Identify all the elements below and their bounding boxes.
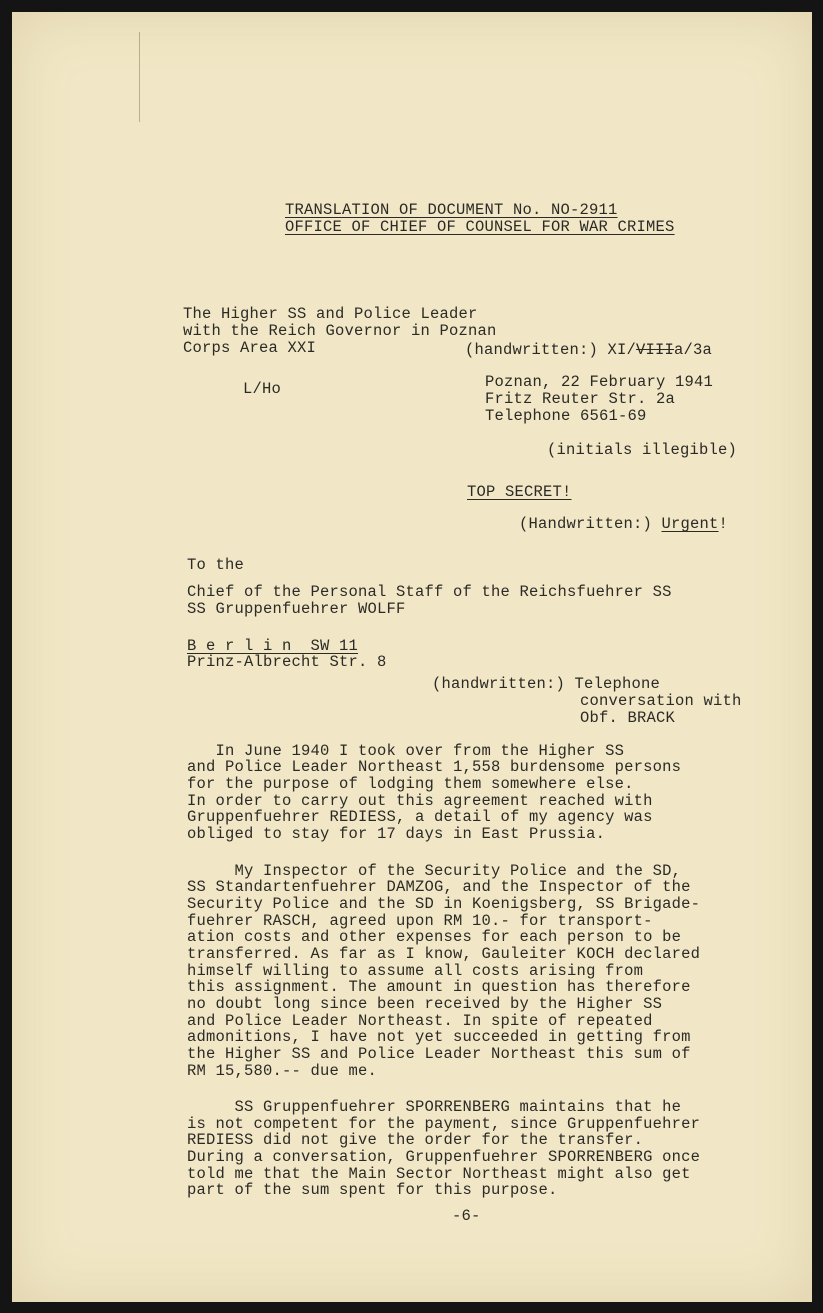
document-number: 2911: [579, 201, 618, 219]
address-street: Fritz Reuter Str. 2a: [485, 390, 676, 408]
recipient-street: Prinz-Albrecht Str. 8: [187, 653, 387, 671]
phone-note-line-2: conversation with: [580, 692, 742, 710]
recipient-city: B e r l i n SW 11: [187, 637, 359, 655]
phone-note-line-1: (handwritten:) Telephone: [432, 675, 661, 693]
sender-line-3: Corps Area XXI: [183, 339, 317, 357]
file-reference: (handwritten:) XI/VIIIa/3a: [465, 341, 713, 359]
place-date: Poznan, 22 February 1941: [485, 373, 714, 391]
urgency-note: (Handwritten:) Urgent!: [519, 515, 729, 533]
sender-reference: L/Ho: [243, 380, 282, 398]
sender-line-1: The Higher SS and Police Leader: [183, 305, 478, 323]
recipient-to: To the: [187, 556, 245, 574]
recipient-line-2: SS Gruppenfuehrer WOLFF: [187, 600, 406, 618]
page-number: -6-: [452, 1207, 481, 1225]
classification-stamp: TOP SECRET!: [467, 483, 572, 501]
header-line-2: OFFICE OF CHIEF OF COUNSEL FOR WAR CRIMES: [285, 218, 675, 236]
paper-fold: [139, 32, 140, 122]
document-page: TRANSLATION OF DOCUMENT No. NO-2911 OFFICE OF CHIEF OF COUNSEL FOR WAR CRIMES The Higher SS and Police Leader with the Reich Governor in Poznan Corps Area XXI (handwritten:) XI/VIIIa/3a L/Ho Poznan, 22 February 1941 Fritz Reuter Str. 2a Telephone 6561-69 (initials illegible) TOP SECRET! (Handwritten:) Urgent! To the Chief of the Personal Staff of the Reichsfuehrer SS SS Gruppenfuehrer WOLFF B e r l i n SW 11 Prinz-Albrecht Str. 8 (handwritten:) Telephone conversation with Obf. BRACK In June 1940 I took over from the Higher SS and Police Leader Northeast 1,558 burdensome persons for the purpose of lodging them somewhere else. In order to carry out this agreement reached with Gruppenfuehrer REDIESS, a detail of my agency was obliged to stay for 17 days in East Prussia. My Inspector of the Security Police and the SD, SS Standartenfuehrer DAMZOG, and the Inspector of the Security Police and the SD in Koenigsberg, SS Brigade- fuehrer RASCH, agreed upon RM 10.- for transport- ation costs and other expenses for each person to be transferred. As far as I know, Gauleiter KOCH declared himself willing to assume all costs arising from this assignment. The amount in question has therefore no doubt long since been received by the Higher SS and Police Leader Northeast. In spite of repeated admonitions, I have not yet succeeded in getting from the Higher SS and Police Leader Northeast this sum of RM 15,580.-- due me. SS Gruppenfuehrer SPORRENBERG maintains that he is not competent for the payment, since Gruppenfuehrer REDIESS did not give the order for the transfer. During a conversation, Gruppenfuehrer SPORRENBERG once told me that the Main Sector Northeast might also get part of the sum spent for this purpose. -6-: [12, 12, 812, 1302]
header-line-1: TRANSLATION OF DOCUMENT No. NO-2911: [285, 201, 618, 219]
phone-note-line-3: Obf. BRACK: [580, 709, 676, 727]
initials-note: (initials illegible): [547, 441, 738, 459]
sender-line-2: with the Reich Governor in Poznan: [183, 322, 497, 340]
recipient-line-1: Chief of the Personal Staff of the Reichsfuehrer SS: [187, 583, 672, 601]
telephone: Telephone 6561-69: [485, 407, 647, 425]
